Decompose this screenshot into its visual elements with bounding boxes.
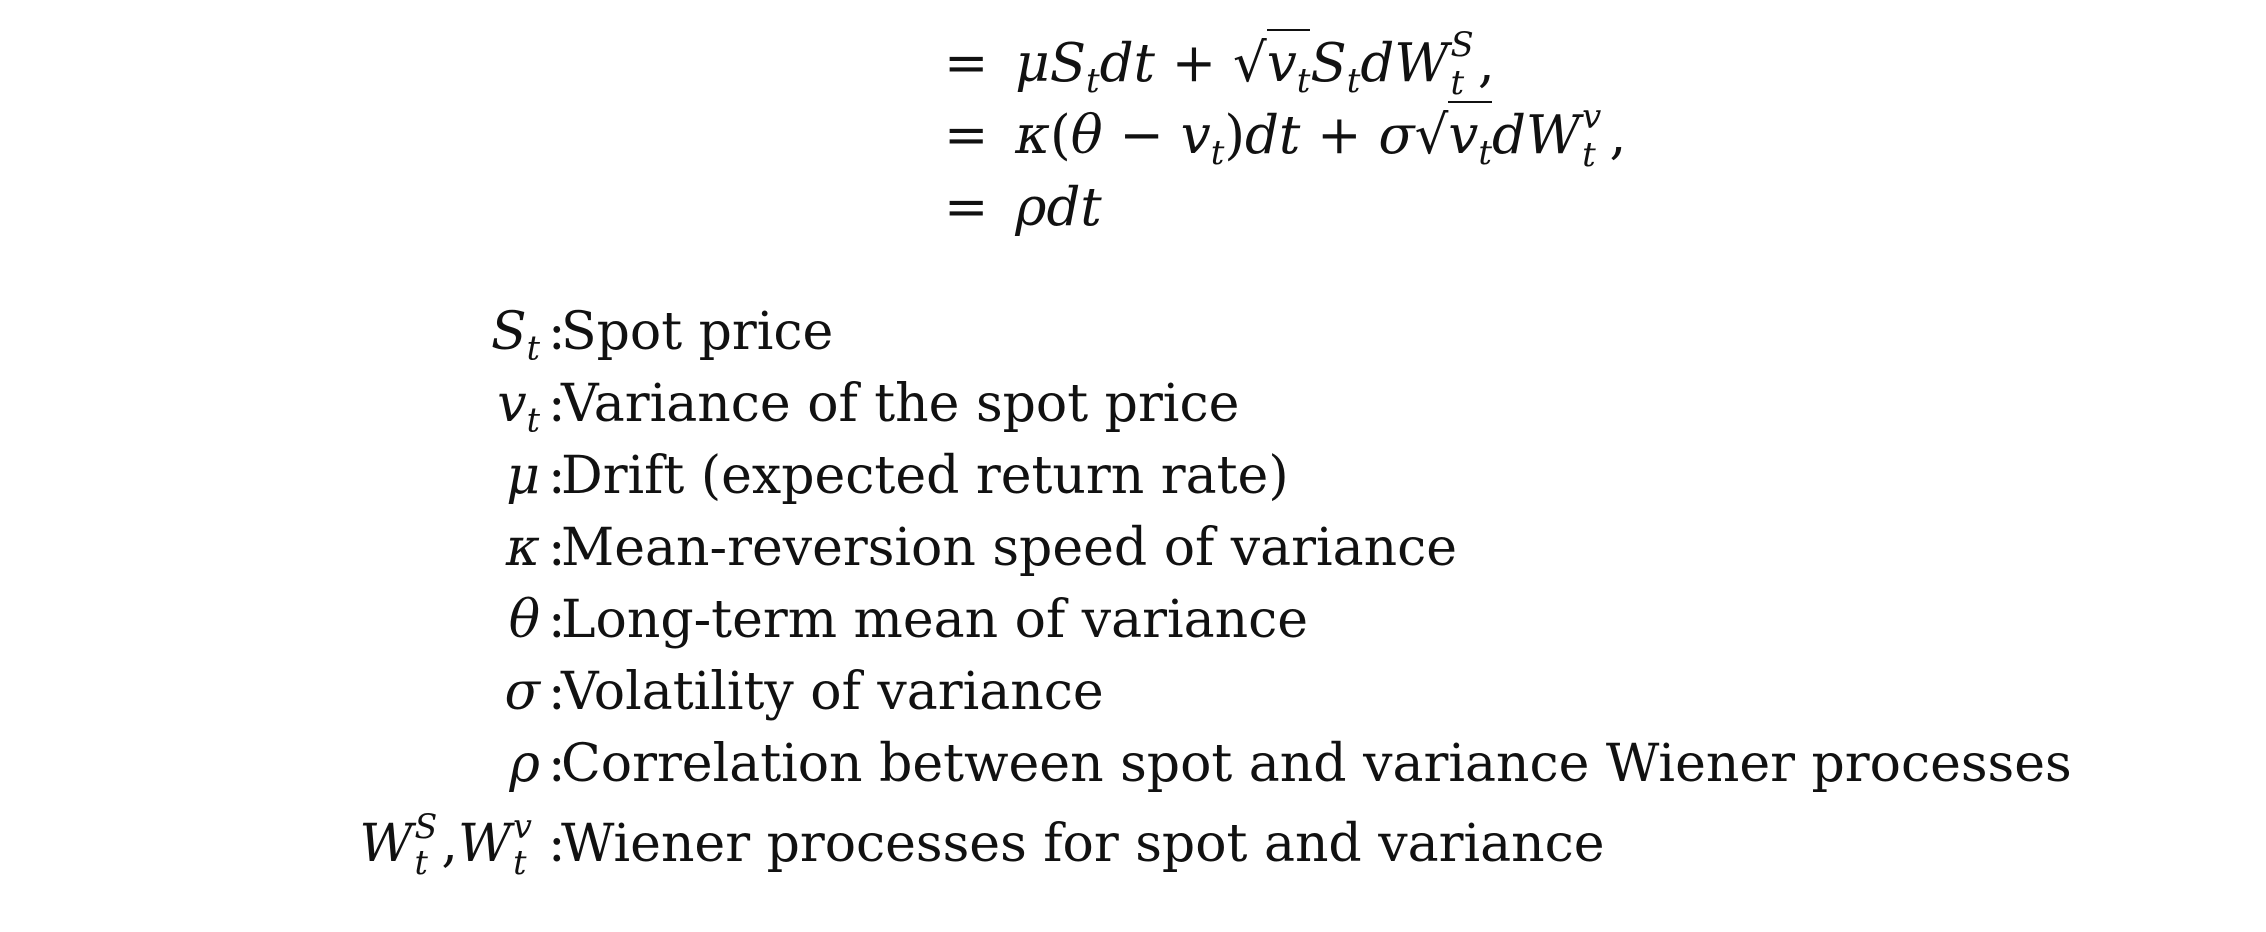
legend-description: Correlation between spot and variance Wiener processes: [561, 734, 2072, 794]
legend-colon: :: [548, 446, 566, 506]
legend-symbol: ρ: [509, 734, 540, 794]
legend-item: [0, 440, 2266, 512]
legend-item: [0, 584, 2266, 656]
legend-symbol: $S_t$: [491, 302, 540, 368]
legend-symbol: μ: [506, 446, 540, 506]
legend-item: [0, 296, 2266, 368]
legend-colon: :: [548, 518, 566, 578]
legend-symbol: σ: [504, 662, 540, 722]
legend-colon: :: [548, 814, 566, 874]
legend-description: Wiener processes for spot and variance: [561, 814, 1605, 874]
legend-colon: :: [548, 662, 566, 722]
equation-rhs: = $\mu S_tdt + √v_tS_tdW$ S t ,: [944, 25, 1495, 102]
legend-description: Mean-reversion speed of variance: [561, 518, 1458, 578]
legend-item: [0, 656, 2266, 728]
legend-item: [0, 728, 2266, 800]
legend-item: [0, 368, 2266, 440]
legend-symbol: $v_t$: [497, 374, 540, 440]
legend-description: Variance of the spot price: [561, 374, 1240, 434]
legend-symbol: κ: [505, 518, 540, 578]
legend-symbol: θ: [508, 590, 540, 650]
legend-description: Volatility of variance: [561, 662, 1104, 722]
legend-description: Spot price: [561, 302, 834, 362]
legend-item: [0, 512, 2266, 584]
legend-colon: :: [548, 374, 566, 434]
equation-rhs: = $\kappa(\theta - v_t)dt + \sigma√v_tdW$ v t ,: [944, 97, 1627, 174]
equation-rhs: = ρdt: [944, 177, 1102, 238]
legend-colon: :: [548, 590, 566, 650]
legend-colon: :: [548, 302, 566, 362]
legend-description: Long-term mean of variance: [561, 590, 1308, 650]
legend-description: Drift (expected return rate): [561, 446, 1289, 506]
legend-item: [0, 806, 2266, 883]
legend-colon: :: [548, 734, 566, 794]
legend-symbol: W S t ,W v t: [359, 806, 532, 883]
